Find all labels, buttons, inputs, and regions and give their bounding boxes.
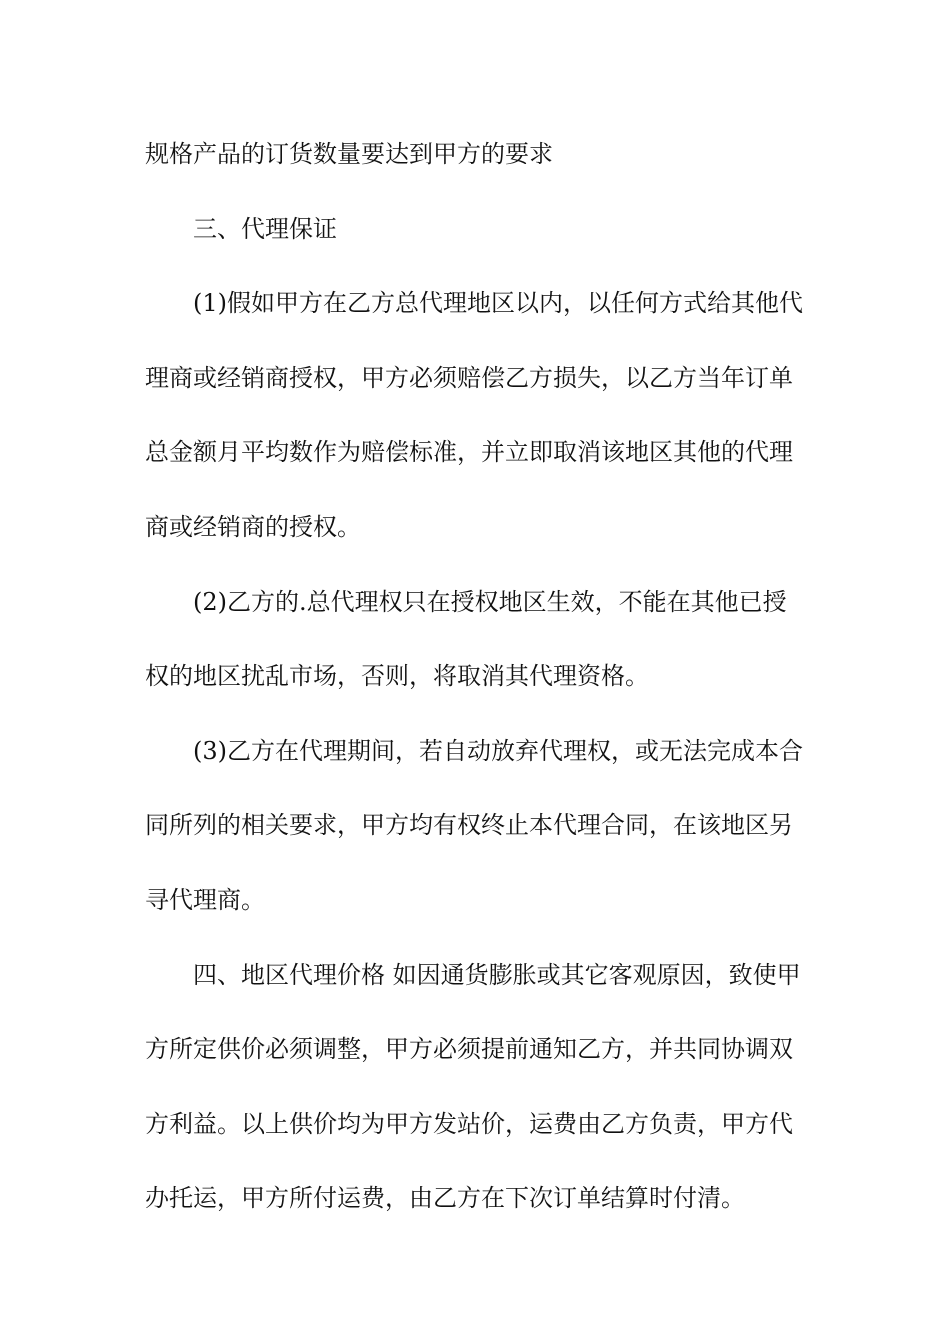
text-line: (1)假如甲方在乙方总代理地区以内，以任何方式给其他代: [193, 289, 803, 318]
text-line: 权的地区扰乱市场，否则，将取消其代理资格。: [145, 662, 649, 691]
text-line: (2)乙方的.总代理权只在授权地区生效，不能在其他已授: [193, 587, 787, 616]
section-heading-agency-guarantee: 三、代理保证: [193, 214, 337, 243]
text-line: 理商或经销商授权，甲方必须赔偿乙方损失，以乙方当年订单: [145, 363, 793, 392]
text-line: 规格产品的订货数量要达到甲方的要求: [145, 140, 553, 168]
text-line: 方所定供价必须调整，甲方必须提前通知乙方，并共同协调双: [145, 1035, 793, 1064]
text-line: 商或经销商的授权。: [145, 512, 361, 541]
text-line: (3)乙方在代理期间，若自动放弃代理权，或无法完成本合: [193, 736, 803, 765]
text-line: 同所列的相关要求，甲方均有权终止本代理合同，在该地区另: [145, 811, 793, 840]
text-line: 办托运，甲方所付运费，由乙方在下次订单结算时付清。: [145, 1184, 745, 1213]
text-line: 方利益。以上供价均为甲方发站价，运费由乙方负责，甲方代: [145, 1109, 793, 1138]
section-heading-regional-price: 四、地区代理价格 如因通货膨胀或其它客观原因，致使甲: [193, 960, 801, 989]
text-line: 寻代理商。: [145, 885, 265, 914]
document-body: [145, 130, 810, 1249]
text-line: 总金额月平均数作为赔偿标准，并立即取消该地区其他的代理: [145, 438, 793, 467]
